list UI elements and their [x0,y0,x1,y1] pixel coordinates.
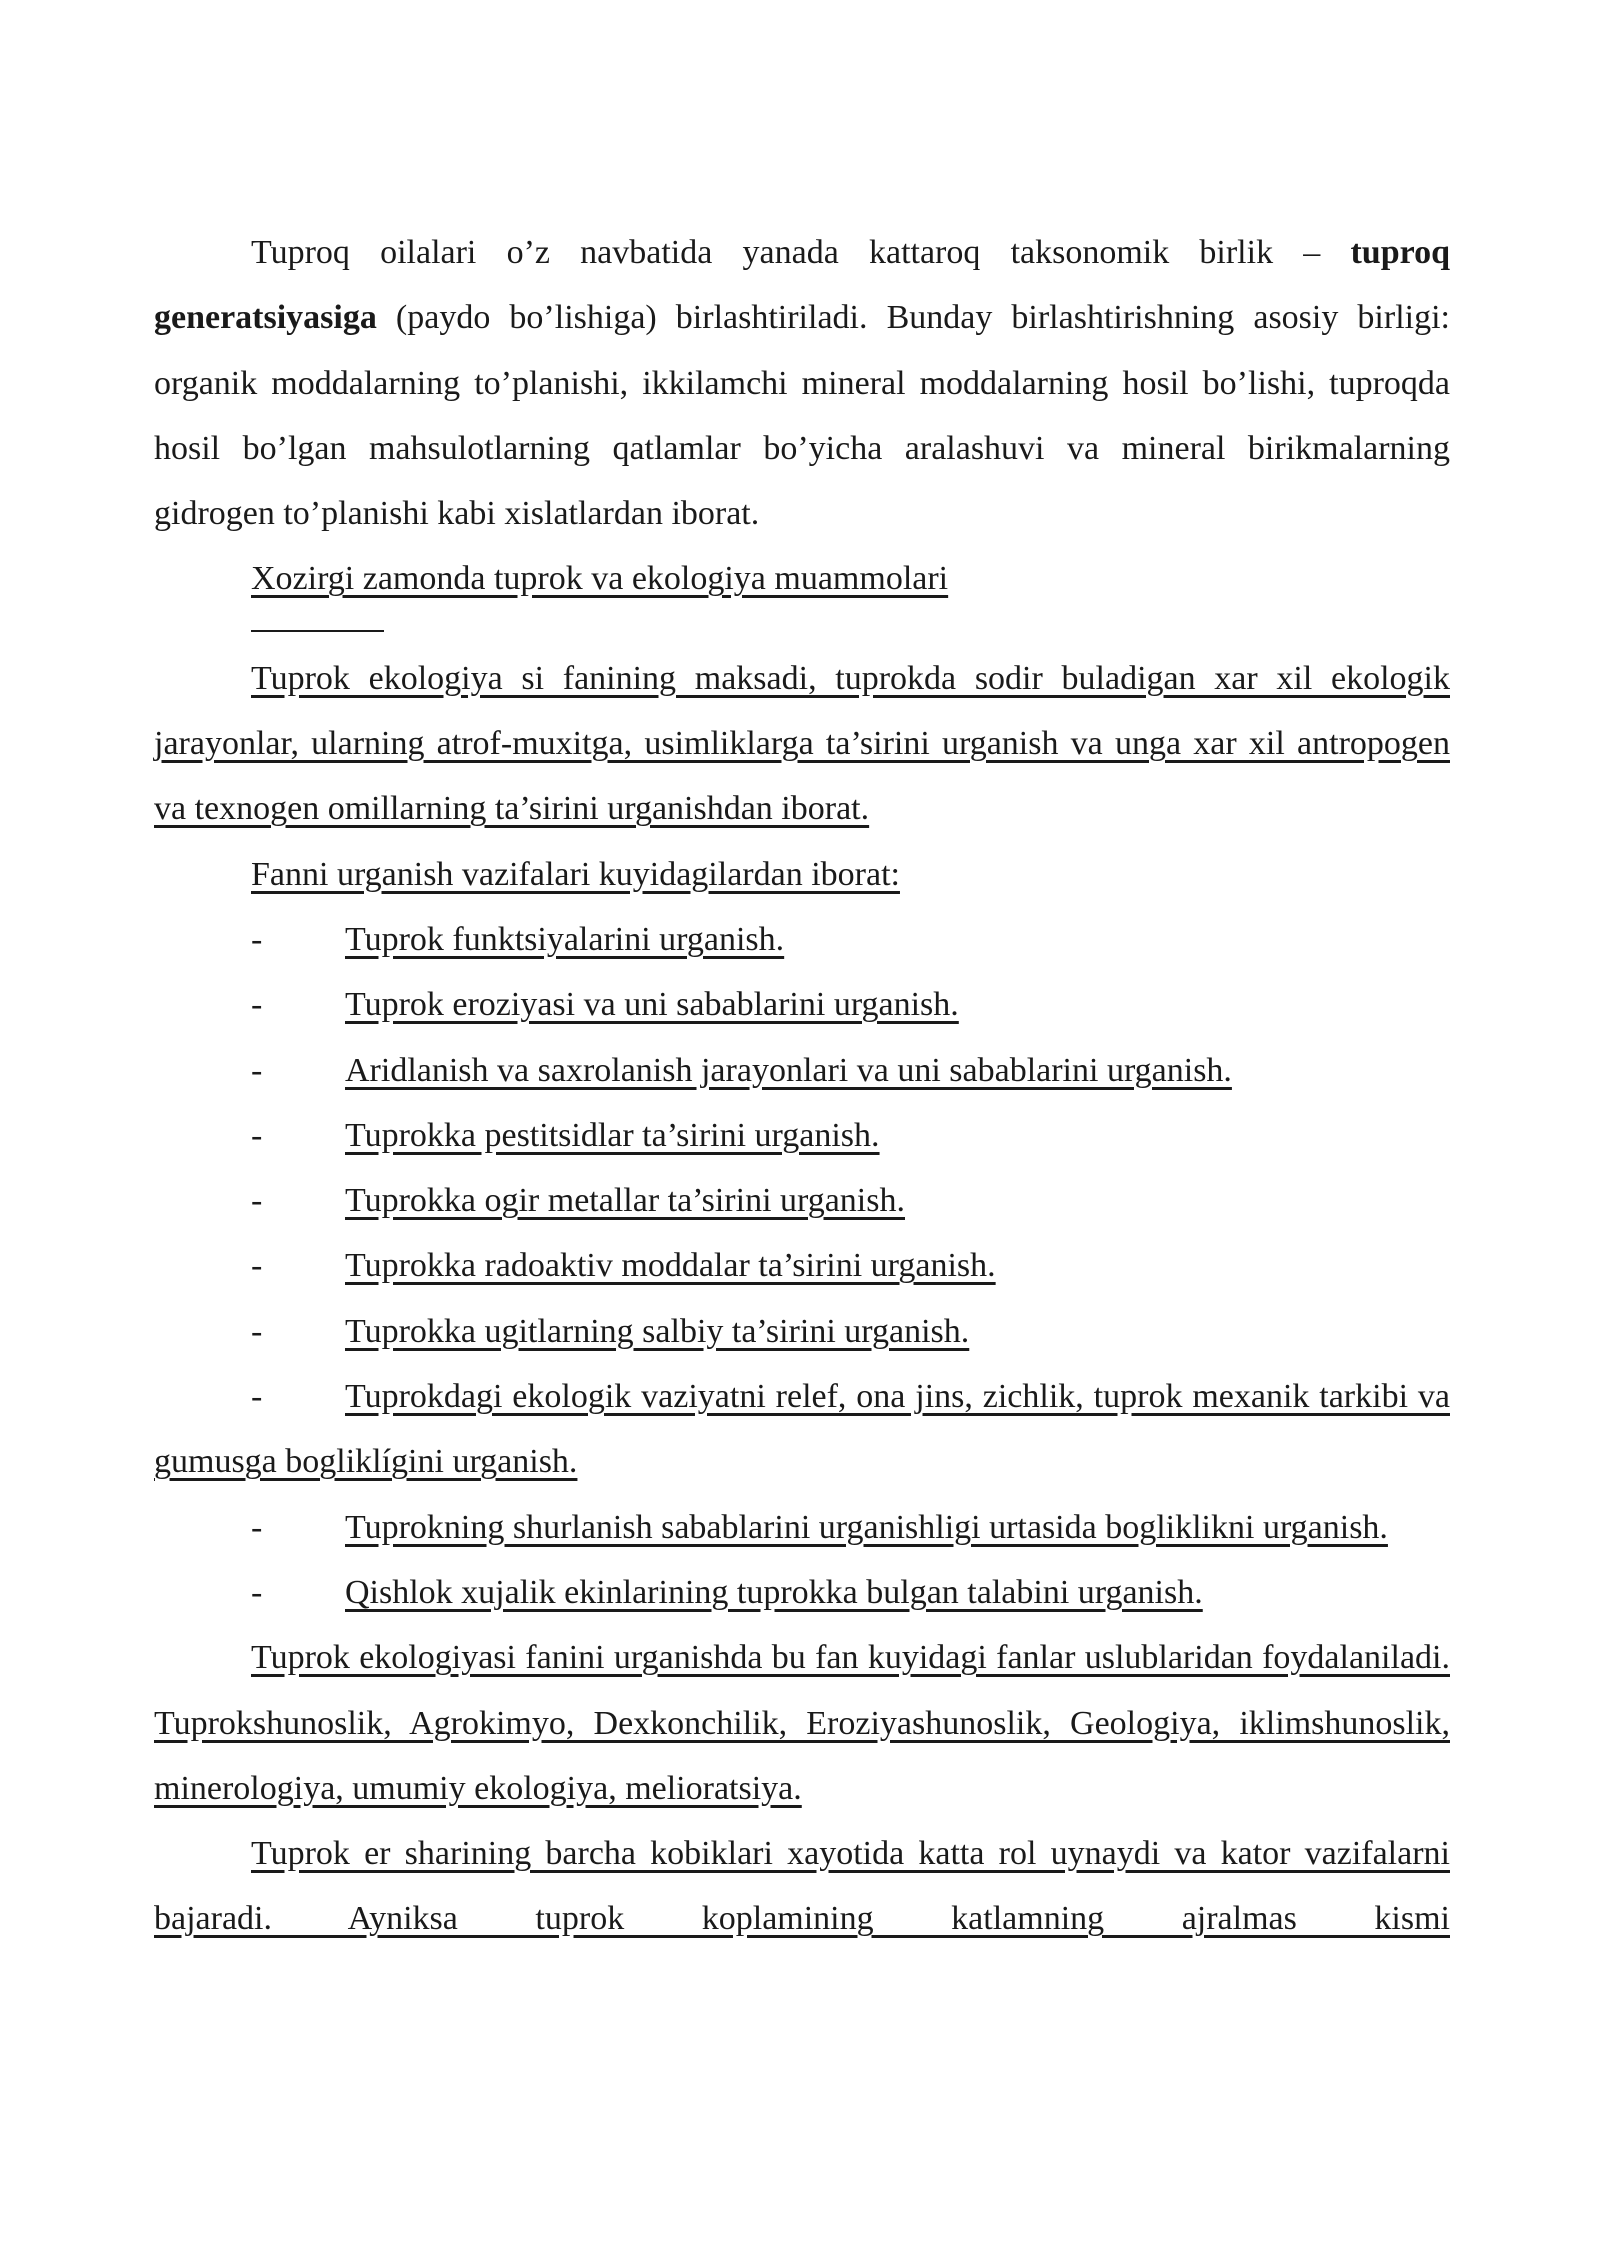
paragraph-tuprok-roli: Tuprok er sharining barcha kobiklari xayotida katta rol uynaydi va kator vazifalarni bajaradi. Ayniksa tuprok koplamining katlamning ajralmas kismi [154,1835,1450,1938]
list-item [154,1299,1450,1364]
list-item-text: Tuprokdagi ekologik vaziyatni relef, ona jins, zichlik, tuprok mexanik tarkibi va gumusga bogliklígini urganish. [154,1378,1450,1481]
paragraph-tuproq-generatsiyasi [154,220,1450,546]
list-dash: - [251,1051,263,1089]
paragraph-fanlar-uslublari: Tuprok ekologiyasi fanini urganishda bu fan kuyidagi fanlar uslublaridan foydalaniladi. Tuprokshunoslik, Agrokimyo, Dexkonchilik, Eroziyashunoslik, Geologiya, iklimshunoslik, minerologiya, umumiy ekologiya, melioratsiya. [154,1639,1450,1807]
list-item-text: Tuprokka radoaktiv moddalar ta’sirini urganish. [345,1247,996,1285]
tasks-list [154,907,1450,1625]
list-dash: - [251,1116,263,1154]
list-item-text: Tuprokka ugitlarning salbiy ta’sirini urganish. [345,1312,970,1350]
list-item-text: Tuprokka ogir metallar ta’sirini urganish. [345,1182,905,1220]
paragraph1-bold-term: tuproq generatsiyasiga [154,234,1450,337]
list-item [154,1364,1450,1495]
list-item-text: Tuprok eroziyasi va uni sabablarini urganish. [345,986,959,1024]
list-dash: - [251,1378,263,1416]
list-dash: - [251,920,263,958]
list-item [154,907,1450,972]
list-item [154,972,1450,1037]
list-dash: - [251,1508,263,1546]
list-item [154,1233,1450,1298]
list-item-text: Qishlok xujalik ekinlarining tuprokka bulgan talabini urganish. [345,1573,1203,1611]
tasks-intro: Fanni urganish vazifalari kuyidagilardan iborat: [251,855,900,893]
list-item-text: Aridlanish va saxrolanish jarayonlari va uni sabablarini urganish. [345,1051,1232,1089]
list-dash: - [251,1247,263,1285]
list-item [154,1103,1450,1168]
list-dash: - [251,1573,263,1611]
list-dash: - [251,1182,263,1220]
paragraph-fan-maksadi: Tuprok ekologiya si fanining maksadi, tuprokda sodir buladigan xar xil ekologik jarayonlar, ularning atrof-muxitga, usimliklarga ta’sirini urganish va unga xar xil antropogen va texnogen omillarning ta’sirini urganishdan iborat. [154,659,1450,828]
list-item-text: Tuprokka pestitsidlar ta’sirini urganish. [345,1116,880,1154]
short-underline-divider [251,630,384,632]
list-item [154,1168,1450,1233]
list-dash: - [251,986,263,1024]
document-page [154,220,1450,1952]
list-item [154,1495,1450,1560]
section-heading: Xozirgi zamonda tuprok va ekologiya muammolari [251,560,949,598]
paragraph1-pre: Tuproq oilalari o’z navbatida yanada kattaroq taksonomik birlik – [251,234,1351,271]
list-dash: - [251,1312,263,1350]
list-item [154,1038,1450,1103]
list-item [154,1560,1450,1625]
list-item-text: Tuprokning shurlanish sabablarini urganishligi urtasida bogliklikni urganish. [345,1508,1388,1546]
list-item-text: Tuprok funktsiyalarini urganish. [345,920,785,958]
paragraph1-post: (paydo bo’lishiga) birlashtiriladi. Bunday birlashtirishning asosiy birligi: organik moddalarning to’planishi, ikkilamchi mineral moddalarning hosil bo’lishi, tuproqda hosil bo’lgan mahsulotlarning qatlamlar bo’yicha aralashuvi va mineral birikmalarning gidrogen to’planishi kabi xislatlardan iborat. [154,299,1450,533]
